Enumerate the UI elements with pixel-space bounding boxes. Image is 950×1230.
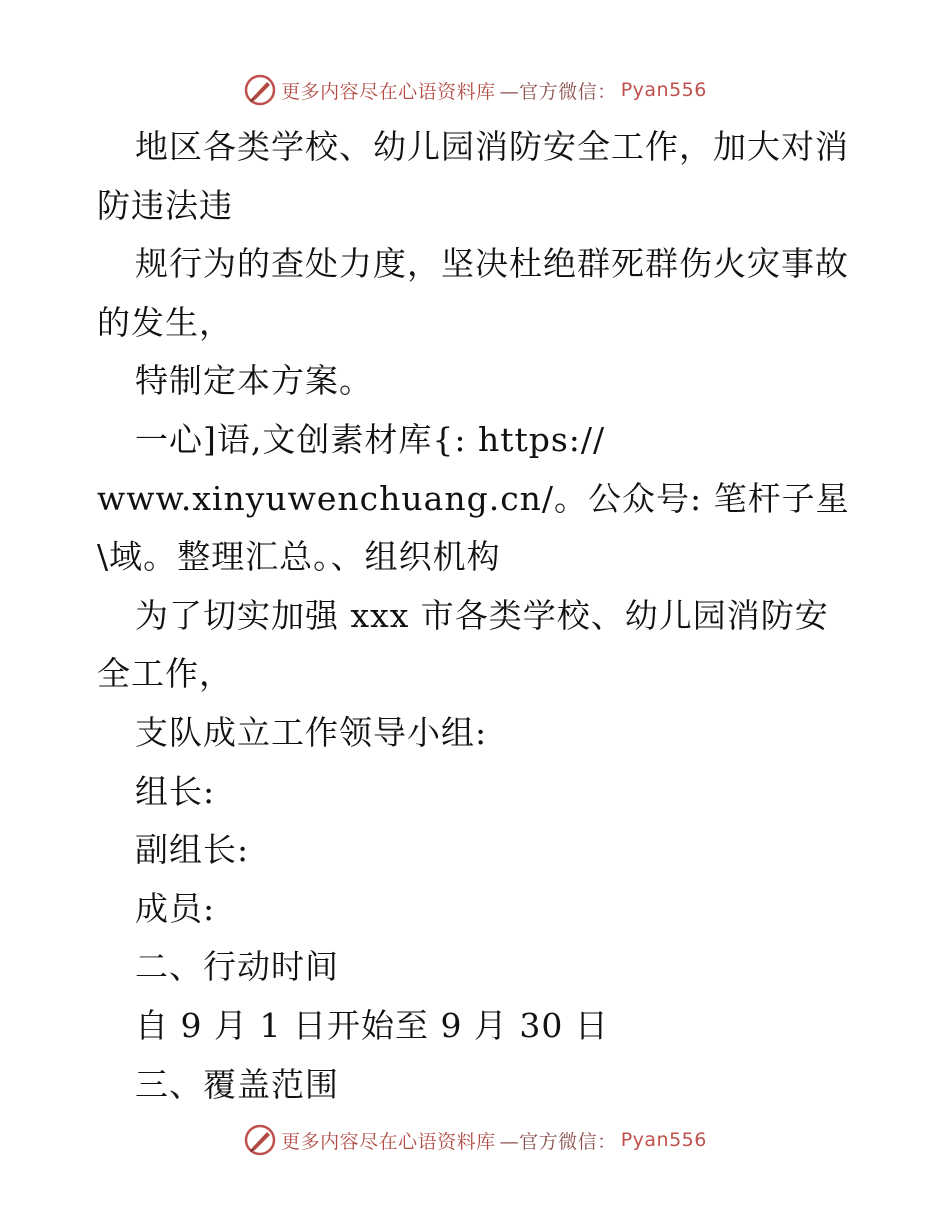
document-body (97, 118, 857, 1114)
pen-logo-icon (243, 1123, 277, 1157)
text-line: 副组长: (135, 830, 250, 870)
text-line: 为了切实加强 xxx 市各类学校、幼儿园消防安 (135, 595, 829, 635)
text-line: 自 9 月 1 日开始至 9 月 30 日 (135, 1005, 609, 1045)
text-line: 一心]语,文创素材库{: https:// (135, 419, 606, 459)
text-line: 全工作， (97, 654, 233, 694)
text-line: 规行为的查处力度，坚决杜绝群死群伤火灾事故 (135, 244, 849, 284)
text-line: www.xinyuwenchuang.cn/。公众号: 笔杆子星 (97, 478, 850, 518)
footer-watermark (0, 1122, 950, 1158)
text-line: 组长: (135, 771, 216, 811)
watermark-site-name: 更多内容尽在心语资料库 (281, 1130, 496, 1153)
text-line: 成员: (135, 888, 216, 928)
watermark-contact-label: —官方微信： (499, 1130, 617, 1153)
text-line: 二、行动时间 (135, 947, 339, 987)
watermark-site-name: 更多内容尽在心语资料库 (281, 80, 496, 103)
header-watermark (0, 72, 950, 108)
watermark-wechat-id: Pyan556 (620, 1129, 707, 1151)
text-line: 特制定本方案。 (135, 361, 373, 401)
text-line: 防违法违 (97, 185, 233, 225)
text-line: 的发生， (97, 302, 233, 342)
text-line: \域。整理汇总。、组织机构 (97, 537, 501, 577)
watermark-contact-label: —官方微信： (499, 80, 617, 103)
watermark-wechat-id: Pyan556 (620, 79, 707, 101)
text-line: 三、覆盖范围 (135, 1064, 339, 1104)
pen-logo-icon (243, 73, 277, 107)
text-line: 地区各类学校、幼儿园消防安全工作，加大对消 (135, 127, 849, 166)
text-line: 支队成立工作领导小组: (135, 712, 488, 752)
